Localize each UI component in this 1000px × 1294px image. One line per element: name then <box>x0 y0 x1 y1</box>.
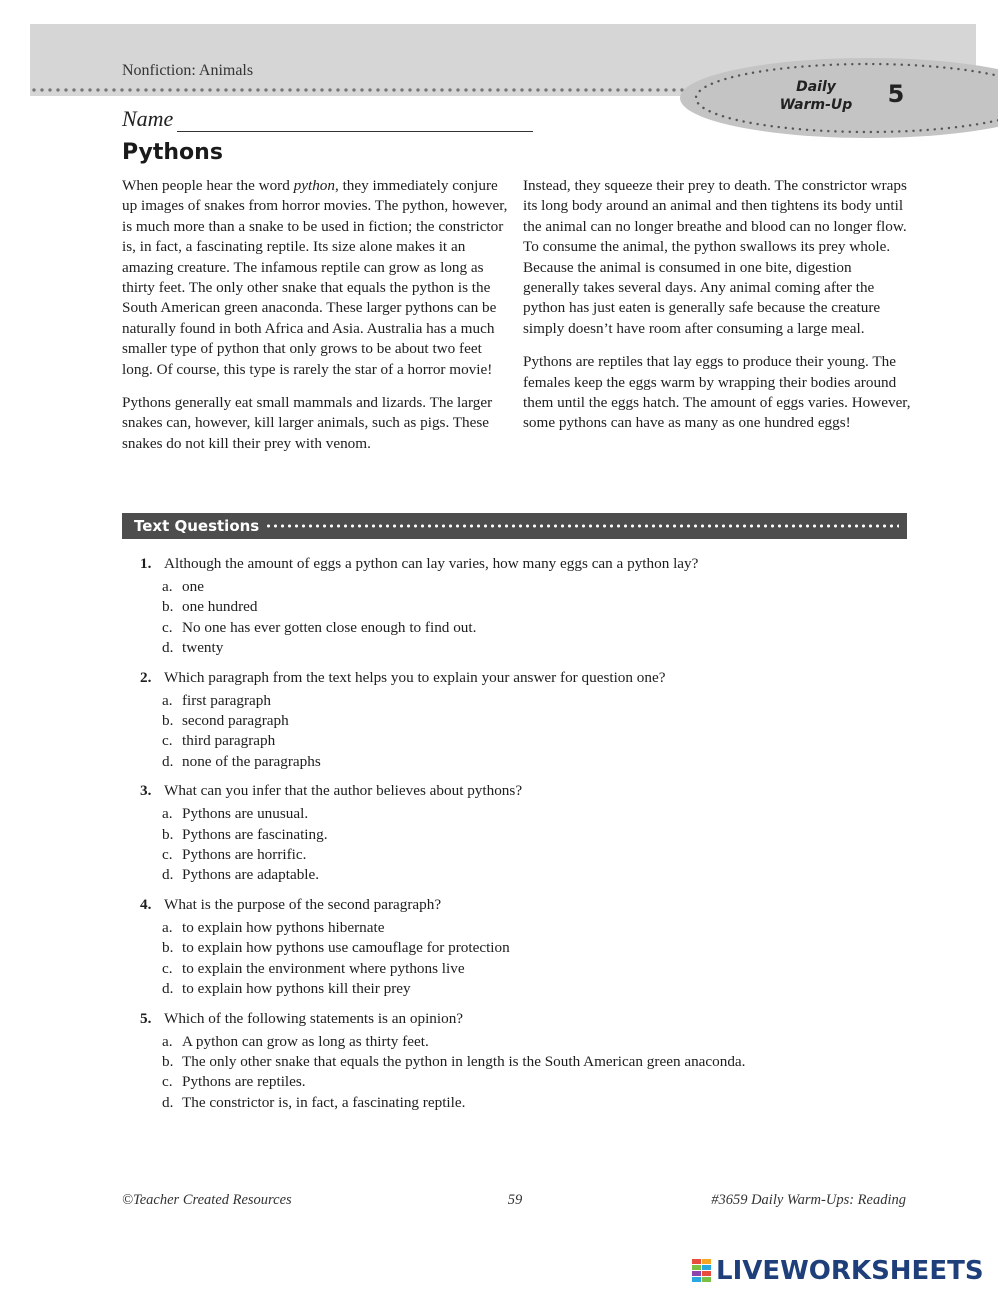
question-number: 5. <box>140 1009 152 1027</box>
option-letter: d. <box>162 639 174 657</box>
option-letter: b. <box>162 598 174 616</box>
option-letter: c. <box>162 959 173 977</box>
answer-option[interactable] <box>140 691 930 711</box>
answer-option[interactable] <box>140 638 930 658</box>
header-dotted-rule <box>30 87 690 93</box>
question-stem <box>140 894 930 916</box>
answer-option[interactable] <box>140 938 930 958</box>
footer-book-title: #3659 Daily Warm-Ups: Reading <box>711 1192 906 1208</box>
article-column-right <box>523 176 911 447</box>
article-title: Pythons <box>122 140 223 165</box>
question-4 <box>140 894 930 1000</box>
option-text: to explain how pythons use camouflage for protection <box>182 939 510 957</box>
questions-list <box>140 553 930 1121</box>
badge-line-daily: Daily <box>796 79 836 95</box>
question-3 <box>140 780 930 886</box>
answer-option[interactable] <box>140 731 930 751</box>
question-text: Which paragraph from the text helps you to explain your answer for question one? <box>164 668 666 686</box>
badge-line-warmup: Warm-Up <box>779 97 853 113</box>
question-text: What can you infer that the author believes about pythons? <box>164 782 523 800</box>
option-text: first paragraph <box>182 691 271 709</box>
question-number: 2. <box>140 668 152 686</box>
option-text: to explain how pythons hibernate <box>182 918 385 936</box>
option-letter: a. <box>162 1032 173 1050</box>
answer-option[interactable] <box>140 752 930 772</box>
question-2 <box>140 667 930 773</box>
name-field[interactable] <box>122 106 533 132</box>
question-stem <box>140 1008 930 1030</box>
article-paragraph: Pythons generally eat small mammals and lizards. The larger snakes can, however, kill larger animals, such as pigs. These snakes do not kill their prey with venom. <box>122 394 493 452</box>
option-letter: c. <box>162 732 173 750</box>
option-text: one <box>182 578 204 595</box>
question-number: 1. <box>140 555 152 572</box>
option-text: Pythons are unusual. <box>182 805 309 823</box>
option-text: none of the paragraphs <box>182 752 321 770</box>
article-paragraph: When people hear the word python, they immediately conjure up images of snakes from horror movies. The python, however, is much more than a snake to be used in fiction; the constrictor is, in fact, a fascinating reptile. Its size alone makes it an amazing creature. The infamous reptile can grow as long as thirty feet. The only other snake that equals the python is the South American green anaconda. These larger pythons can be naturally found in both Africa and Asia. Australia has a much smaller type of python that only grows to be about two feet long. Of course, this type is rarely the star of a horror movie! <box>122 177 508 378</box>
answer-option[interactable] <box>140 825 930 845</box>
article-paragraph: Instead, they squeeze their prey to death. The constrictor wraps its long body around an animal and then tightens its body until the animal can no longer breathe and blood can no longer flow. To consume the animal, the python swallows its prey whole. Because the animal is consumed in one bite, digestion generally takes several days. Any animal coming after the python has just eaten is generally safe because the creature simply doesn’t have room after consuming a large meal. <box>523 177 907 337</box>
option-letter: d. <box>162 752 174 770</box>
option-text: Pythons are adaptable. <box>182 866 320 884</box>
liveworksheets-watermark <box>692 1256 984 1286</box>
text-questions-label: Text Questions <box>134 517 260 535</box>
option-letter: a. <box>162 578 173 595</box>
answer-option[interactable] <box>140 1093 930 1113</box>
section-label: Nonfiction: Animals <box>122 62 254 79</box>
option-letter: c. <box>162 618 173 636</box>
question-1 <box>140 553 930 659</box>
text-questions-header <box>122 513 907 539</box>
option-text: Pythons are horrific. <box>182 846 307 864</box>
article-paragraph: Pythons are reptiles that lay eggs to produce their young. The females keep the eggs warm by wrapping their bodies around them until the eggs hatch. The amount of eggs varies. However, some pythons can have as many as one hundred eggs! <box>523 353 911 432</box>
answer-option[interactable] <box>140 1052 930 1072</box>
option-letter: a. <box>162 691 173 709</box>
question-stem <box>140 780 930 802</box>
option-letter: c. <box>162 1073 173 1091</box>
option-letter: b. <box>162 712 174 730</box>
question-stem <box>140 553 930 575</box>
option-text: No one has ever gotten close enough to find out. <box>182 618 477 636</box>
answer-option[interactable] <box>140 918 930 938</box>
option-letter: d. <box>162 866 174 884</box>
liveworksheets-logo-icon <box>692 1259 712 1283</box>
option-text: to explain the environment where pythons live <box>182 959 465 977</box>
option-text: one hundred <box>182 598 258 616</box>
answer-option[interactable] <box>140 979 930 999</box>
option-letter: b. <box>162 1052 174 1070</box>
question-number: 3. <box>140 782 152 800</box>
option-letter: d. <box>162 980 174 998</box>
option-letter: b. <box>162 939 174 957</box>
answer-option[interactable] <box>140 1032 930 1052</box>
footer-page-number: 59 <box>507 1192 523 1208</box>
option-text: to explain how pythons kill their prey <box>182 980 411 998</box>
option-text: The only other snake that equals the python in length is the South American green anaconda. <box>182 1052 746 1070</box>
answer-option[interactable] <box>140 804 930 824</box>
answer-option[interactable] <box>140 577 930 597</box>
name-blank-line[interactable] <box>177 109 533 132</box>
answer-option[interactable] <box>140 711 930 731</box>
answer-option[interactable] <box>140 597 930 617</box>
answer-option[interactable] <box>140 1072 930 1092</box>
option-text: Pythons are fascinating. <box>182 825 328 843</box>
answer-option[interactable] <box>140 845 930 865</box>
badge-number: 5 <box>887 80 905 108</box>
option-text: A python can grow as long as thirty feet. <box>182 1032 429 1050</box>
option-letter: a. <box>162 918 173 936</box>
question-5 <box>140 1008 930 1114</box>
option-letter: a. <box>162 805 173 823</box>
option-letter: d. <box>162 1093 174 1111</box>
option-text: twenty <box>182 639 224 657</box>
option-text: The constrictor is, in fact, a fascinating reptile. <box>182 1093 466 1111</box>
option-text: Pythons are reptiles. <box>182 1073 306 1091</box>
question-text: What is the purpose of the second paragraph? <box>164 895 442 913</box>
question-text: Although the amount of eggs a python can lay varies, how many eggs can a python lay? <box>164 555 699 572</box>
question-stem <box>140 667 930 689</box>
option-text: second paragraph <box>182 712 289 730</box>
answer-option[interactable] <box>140 618 930 638</box>
option-letter: c. <box>162 846 173 864</box>
answer-option[interactable] <box>140 865 930 885</box>
name-label: Name <box>122 106 174 131</box>
text-questions-dots <box>265 523 899 529</box>
liveworksheets-text: LIVEWORKSHEETS <box>716 1256 984 1286</box>
article-column-left <box>122 176 510 467</box>
option-text: third paragraph <box>182 732 276 750</box>
footer-publisher: ©Teacher Created Resources <box>122 1192 292 1208</box>
answer-option[interactable] <box>140 959 930 979</box>
question-text: Which of the following statements is an opinion? <box>164 1009 464 1027</box>
badge-title <box>766 78 866 114</box>
option-letter: b. <box>162 825 174 843</box>
question-number: 4. <box>140 895 152 913</box>
